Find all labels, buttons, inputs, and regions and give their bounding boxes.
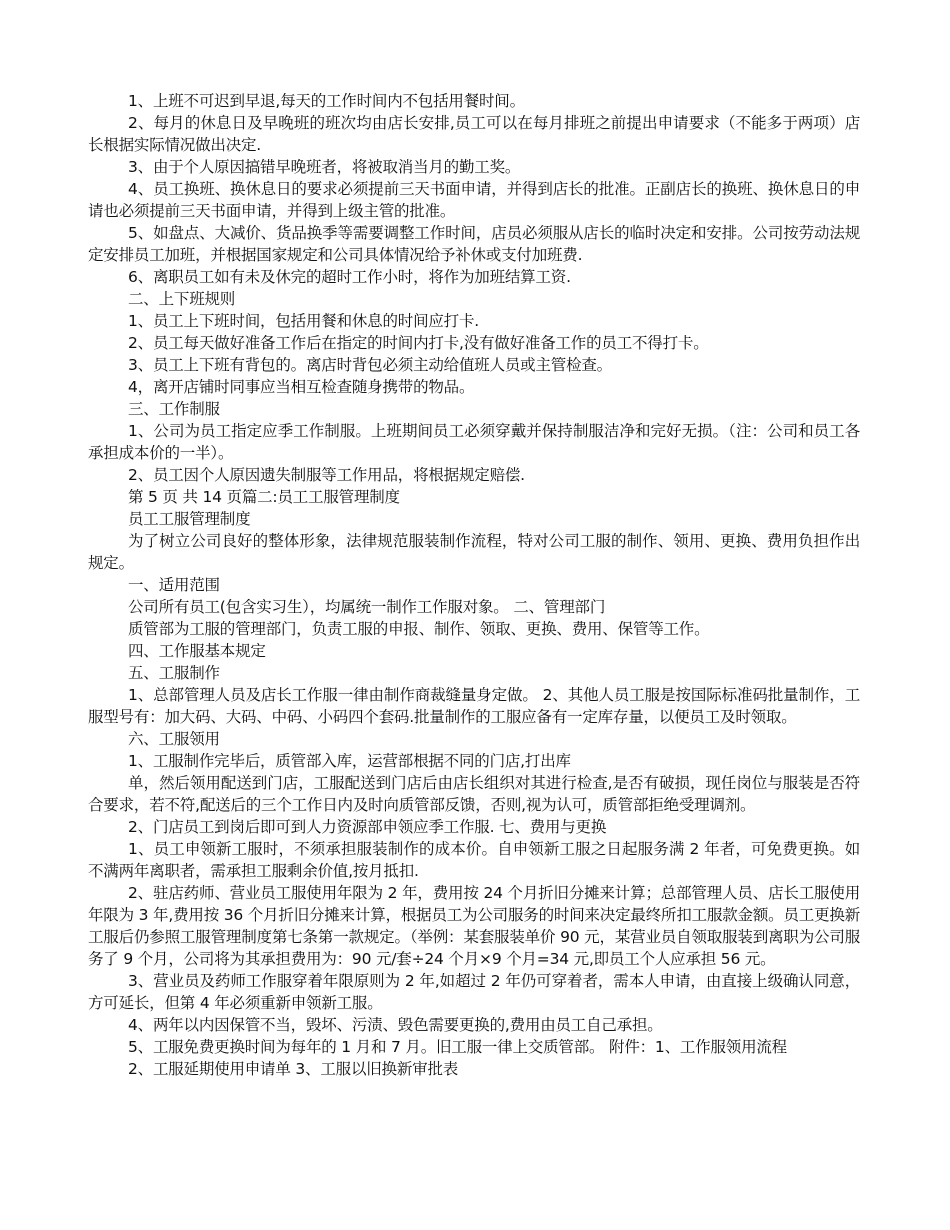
paragraph-4: 4、员工换班、换休息日的要求必须提前三天书面申请，并得到店长的批准。正副店长的换班、换休息日的申请也必须提前三天书面申请，并得到上级主管的批准。 [88, 180, 860, 220]
paragraph-21: 3、营业员及药师工作服穿着年限原则为 2 年,如超过 2 年仍可穿着者，需本人申请，由直接上级确认同意，方可延长，但第 4 年必须重新申领新工服。 [88, 972, 860, 1012]
paragraph-16: 1、工服制作完毕后，质管部入库，运营部根据不同的门店,打出库 [128, 752, 571, 770]
paragraph-8: 2、员工每天做好准备工作后在指定的时间内打卡,没有做好准备工作的员工不得打卡。 [128, 334, 709, 352]
paragraph-22: 4、两年以内因保管不当，毁坏、污渍、毁色需要更换的,费用由员工自己承担。 [128, 1016, 663, 1034]
paragraph-14: 质管部为工服的管理部门，负责工服的申报、制作、领取、更换、费用、保管等工作。 [128, 620, 710, 638]
document-title: 员工工服管理制度 [128, 510, 251, 528]
paragraph-5: 5、如盘点、大减价、货品换季等需要调整工作时间，店员必须服从店长的临时决定和安排。公司按劳动法规定安排员工加班，并根据国家规定和公司具体情况给予补休或支付加班费. [88, 224, 860, 264]
paragraph-24: 2、工服延期使用申请单 3、工服以旧换新审批表 [128, 1060, 459, 1078]
paragraph-10: 4，离开店铺时同事应当相互检查随身携带的物品。 [128, 378, 475, 396]
intro-paragraph: 为了树立公司良好的整体形象，法律规范服装制作流程，特对公司工服的制作、领用、更换、费用负担作出规定。 [88, 532, 860, 572]
paragraph-2: 2、每月的休息日及早晚班的班次均由店长安排,员工可以在每月排班之前提出申请要求（不能多于两项）店长根据实际情况做出决定. [88, 114, 860, 154]
paragraph-9: 3、员工上下班有背包的。离店时背包必须主动给值班人员或主管检查。 [128, 356, 612, 374]
document-page [88, 90, 860, 1080]
paragraph-18: 2、门店员工到岗后即可到人力资源部申领应季工作服. 七、费用与更换 [128, 818, 607, 836]
paragraph-15: 1、总部管理人员及店长工作服一律由制作商裁缝量身定做。 2、其他人员工服是按国际标准码批量制作，工服型号有：加大码、大码、中码、小码四个套码.批量制作的工服应备有一定库存量，以便员工及时领取。 [88, 686, 860, 726]
paragraph-20: 2、驻店药师、营业员工服使用年限为 2 年，费用按 24 个月折旧分摊来计算；总部管理人员、店长工服使用年限为 3 年,费用按 36 个月折旧分摊来计算，根据员工为公司服务的时间来决定最终所扣工服款金额。员工更换新工服后仍参照工服管理制度第七条第一款规定。（举例：某套服装单价 90 元，某营业员自领取服装到离职为公司服务了 9 个月，公司将为其承担费用为：90 元/套÷24 个月×9 个月=34 元,即员工个人应承担 56 元。 [88, 884, 860, 968]
section-heading-scope: 一、适用范围 [128, 576, 220, 594]
paragraph-6: 6、离职员工如有未及休完的超时工作小时，将作为加班结算工资. [128, 268, 571, 286]
paragraph-17: 单，然后领用配送到门店，工服配送到门店后由店长组织对其进行检查,是否有破损，现任岗位与服装是否符合要求，若不符,配送后的三个工作日内及时向质管部反馈，否则,视为认可，质管部拒绝受理调剂。 [88, 774, 860, 814]
paragraph-23: 5、工服免费更换时间为每年的 1 月和 7 月。旧工服一律上交质管部。 附件：1、工作服领用流程 [128, 1038, 787, 1056]
paragraph-11: 1、公司为员工指定应季工作制服。上班期间员工必须穿戴并保持制服洁净和完好无损。（注：公司和员工各承担成本价的一半）。 [88, 422, 860, 462]
paragraph-1: 1、上班不可迟到早退,每天的工作时间内不包括用餐时间。 [128, 92, 525, 110]
paragraph-13: 公司所有员工(包含实习生），均属统一制作工作服对象。 二、管理部门 [128, 598, 606, 616]
page-footer-line: 第 5 页 共 14 页篇二:员工工服管理制度 [128, 488, 400, 506]
section-heading-basic: 四、工作服基本规定 [128, 642, 266, 660]
paragraph-12: 2、员工因个人原因遗失制服等工作用品，将根据规定赔偿. [128, 466, 525, 484]
paragraph-7: 1、员工上下班时间，包括用餐和休息的时间应打卡. [128, 312, 479, 330]
section-heading-making: 五、工服制作 [128, 664, 220, 682]
section-heading-2: 二、上下班规则 [128, 290, 236, 308]
paragraph-3: 3、由于个人原因搞错早晚班者，将被取消当月的勤工奖。 [128, 158, 521, 176]
section-heading-3: 三、工作制服 [128, 400, 220, 418]
section-heading-usage: 六、工服领用 [128, 730, 220, 748]
paragraph-19: 1、员工申领新工服时，不须承担服装制作的成本价。自申领新工服之日起服务满 2 年者，可免费更换。如不满两年离职者，需承担工服剩余价值,按月抵扣. [88, 840, 860, 880]
